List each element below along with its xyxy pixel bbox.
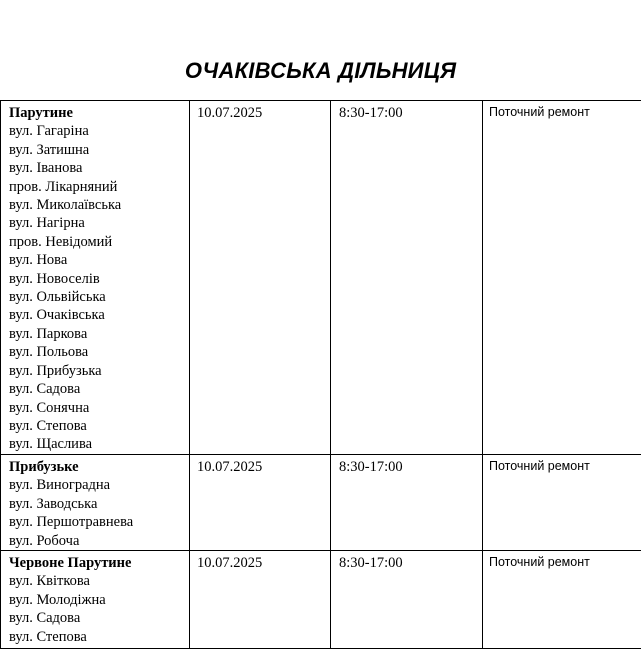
area-cell bbox=[1, 455, 190, 551]
outage-schedule-table bbox=[0, 100, 641, 649]
street-item: вул. Паркова bbox=[9, 325, 189, 343]
street-item: вул. Виноградна bbox=[9, 476, 189, 494]
work-type-cell: Поточний ремонт bbox=[483, 551, 641, 649]
street-item: вул. Сонячна bbox=[9, 399, 189, 417]
street-item: вул. Нова bbox=[9, 251, 189, 269]
time-cell: 8:30-17:00 bbox=[331, 455, 483, 551]
street-item: пров. Лікарняний bbox=[9, 178, 189, 196]
date-cell: 10.07.2025 bbox=[190, 101, 331, 455]
street-item: вул. Прибузька bbox=[9, 362, 189, 380]
area-cell bbox=[1, 101, 190, 455]
area-name: Червоне Парутине bbox=[9, 554, 189, 572]
street-item: вул. Квіткова bbox=[9, 572, 189, 590]
street-item: вул. Нагірна bbox=[9, 214, 189, 232]
street-item: вул. Садова bbox=[9, 609, 189, 627]
street-item: вул. Польова bbox=[9, 343, 189, 361]
street-item: вул. Миколаївська bbox=[9, 196, 189, 214]
time-cell: 8:30-17:00 bbox=[331, 101, 483, 455]
street-item: вул. Очаківська bbox=[9, 306, 189, 324]
page-title: ОЧАКІВСЬКА ДІЛЬНИЦЯ bbox=[0, 57, 641, 85]
area-name: Парутине bbox=[9, 104, 189, 122]
area-cell bbox=[1, 551, 190, 649]
street-item: вул. Іванова bbox=[9, 159, 189, 177]
work-type-cell: Поточний ремонт bbox=[483, 101, 641, 455]
street-item: вул. Степова bbox=[9, 628, 189, 646]
street-item: вул. Новоселів bbox=[9, 270, 189, 288]
street-item: вул. Молодіжна bbox=[9, 591, 189, 609]
date-cell: 10.07.2025 bbox=[190, 455, 331, 551]
street-item: вул. Затишна bbox=[9, 141, 189, 159]
work-type-cell: Поточний ремонт bbox=[483, 455, 641, 551]
table-row bbox=[1, 101, 641, 455]
street-item: вул. Садова bbox=[9, 380, 189, 398]
street-item: вул. Щаслива bbox=[9, 435, 189, 453]
street-item: вул. Першотравнева bbox=[9, 513, 189, 531]
street-item: вул. Гагаріна bbox=[9, 122, 189, 140]
street-item: вул. Ольвійська bbox=[9, 288, 189, 306]
time-cell: 8:30-17:00 bbox=[331, 551, 483, 649]
table-row bbox=[1, 551, 641, 649]
area-name: Прибузьке bbox=[9, 458, 189, 476]
street-item: пров. Невідомий bbox=[9, 233, 189, 251]
table-row bbox=[1, 455, 641, 551]
street-item: вул. Заводська bbox=[9, 495, 189, 513]
street-item: вул. Степова bbox=[9, 417, 189, 435]
street-item: вул. Робоча bbox=[9, 532, 189, 550]
date-cell: 10.07.2025 bbox=[190, 551, 331, 649]
